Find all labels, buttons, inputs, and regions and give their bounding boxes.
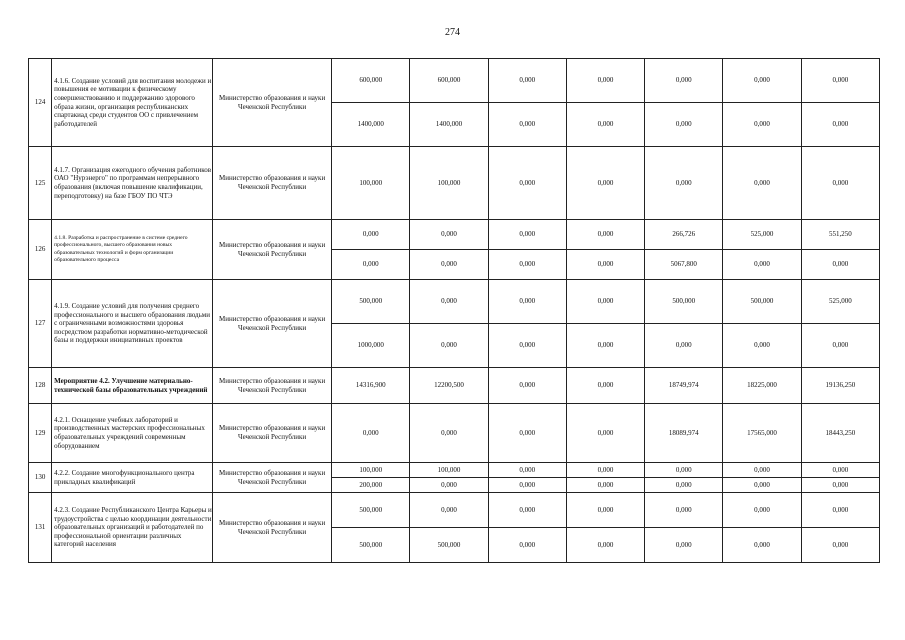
value-cell: 500,000 — [332, 528, 410, 563]
value-cell: 0,000 — [566, 404, 644, 463]
value-cell: 0,000 — [645, 59, 723, 103]
table-row — [29, 220, 880, 250]
value-cell: 500,000 — [723, 280, 801, 324]
value-cell: 0,000 — [488, 147, 566, 220]
value-cell: 0,000 — [645, 463, 723, 478]
row-number: 124 — [29, 59, 52, 147]
value-cell: 0,000 — [723, 528, 801, 563]
value-cell: 500,000 — [332, 493, 410, 528]
activity-name: 4.1.7. Организация ежегодного обучения работников ОАО "Нурэнерго" по программам непрерывного образования (включая повышение квалификации, переподготовку) на базе ГБОУ ПО ЧТЭ — [52, 147, 213, 220]
value-cell: 19136,250 — [801, 368, 879, 404]
value-cell: 18089,974 — [645, 404, 723, 463]
value-cell: 0,000 — [566, 103, 644, 147]
value-cell: 0,000 — [566, 463, 644, 478]
executor: Министерство образования и науки Чеченской Республики — [213, 280, 332, 368]
value-cell: 0,000 — [723, 478, 801, 493]
activity-name: 4.1.8. Разработка и распространение в системе среднего профессионального, высшего образования новых образовательных технологий и форм организации образовательного процесса — [52, 220, 213, 280]
value-cell: 0,000 — [410, 250, 488, 280]
value-cell: 0,000 — [801, 59, 879, 103]
value-cell: 0,000 — [566, 250, 644, 280]
value-cell: 0,000 — [410, 220, 488, 250]
value-cell: 0,000 — [332, 404, 410, 463]
table-row — [29, 368, 880, 404]
value-cell: 1000,000 — [332, 324, 410, 368]
value-cell: 0,000 — [410, 493, 488, 528]
value-cell: 500,000 — [410, 528, 488, 563]
value-cell: 0,000 — [332, 220, 410, 250]
value-cell: 100,000 — [410, 147, 488, 220]
value-cell: 0,000 — [488, 250, 566, 280]
value-cell: 100,000 — [410, 463, 488, 478]
value-cell: 0,000 — [332, 250, 410, 280]
value-cell: 1400,000 — [332, 103, 410, 147]
value-cell: 0,000 — [723, 463, 801, 478]
value-cell: 0,000 — [801, 493, 879, 528]
value-cell: 0,000 — [488, 103, 566, 147]
value-cell: 551,250 — [801, 220, 879, 250]
value-cell: 0,000 — [645, 528, 723, 563]
value-cell: 0,000 — [723, 147, 801, 220]
value-cell: 12200,500 — [410, 368, 488, 404]
value-cell: 0,000 — [410, 324, 488, 368]
executor: Министерство образования и науки Чеченской Республики — [213, 59, 332, 147]
page-number: 274 — [445, 27, 460, 38]
value-cell: 0,000 — [566, 324, 644, 368]
value-cell: 0,000 — [645, 493, 723, 528]
table-row — [29, 404, 880, 463]
value-cell: 0,000 — [645, 324, 723, 368]
value-cell: 0,000 — [488, 404, 566, 463]
value-cell: 500,000 — [645, 280, 723, 324]
value-cell: 0,000 — [488, 324, 566, 368]
value-cell: 0,000 — [566, 528, 644, 563]
value-cell: 0,000 — [566, 280, 644, 324]
value-cell: 0,000 — [723, 324, 801, 368]
value-cell: 0,000 — [801, 324, 879, 368]
value-cell: 0,000 — [566, 368, 644, 404]
value-cell: 525,000 — [801, 280, 879, 324]
value-cell: 100,000 — [332, 147, 410, 220]
value-cell: 200,000 — [332, 478, 410, 493]
value-cell: 0,000 — [801, 463, 879, 478]
value-cell: 0,000 — [410, 280, 488, 324]
value-cell: 0,000 — [566, 147, 644, 220]
value-cell: 0,000 — [801, 250, 879, 280]
value-cell: 1400,000 — [410, 103, 488, 147]
row-number: 130 — [29, 463, 52, 493]
value-cell: 0,000 — [723, 59, 801, 103]
value-cell: 0,000 — [488, 280, 566, 324]
row-number: 128 — [29, 368, 52, 404]
program-table — [28, 58, 880, 563]
value-cell: 0,000 — [566, 220, 644, 250]
value-cell: 0,000 — [488, 528, 566, 563]
value-cell: 0,000 — [410, 478, 488, 493]
value-cell: 0,000 — [723, 103, 801, 147]
executor: Министерство образования и науки Чеченской Республики — [213, 463, 332, 493]
value-cell: 0,000 — [488, 220, 566, 250]
value-cell: 266,726 — [645, 220, 723, 250]
value-cell: 0,000 — [645, 478, 723, 493]
value-cell: 18443,250 — [801, 404, 879, 463]
row-number: 126 — [29, 220, 52, 280]
value-cell: 600,000 — [332, 59, 410, 103]
value-cell: 0,000 — [410, 404, 488, 463]
value-cell: 0,000 — [645, 103, 723, 147]
value-cell: 500,000 — [332, 280, 410, 324]
value-cell: 100,000 — [332, 463, 410, 478]
row-number: 129 — [29, 404, 52, 463]
executor: Министерство образования и науки Чеченской Республики — [213, 404, 332, 463]
activity-name: 4.1.9. Создание условий для получения среднего профессионального и высшего образования людьми с ограниченными возможностями здоровья посредством разработки нормативно-методической базы и поддержки инициативных проектов — [52, 280, 213, 368]
row-number: 127 — [29, 280, 52, 368]
value-cell: 0,000 — [566, 478, 644, 493]
value-cell: 0,000 — [723, 250, 801, 280]
table-row — [29, 59, 880, 103]
value-cell: 0,000 — [801, 103, 879, 147]
value-cell: 14316,900 — [332, 368, 410, 404]
value-cell: 525,000 — [723, 220, 801, 250]
row-number: 125 — [29, 147, 52, 220]
activity-name: 4.2.1. Оснащение учебных лабораторий и производственных мастерских профессиональных образовательных учреждений современным оборудованием — [52, 404, 213, 463]
value-cell: 18225,000 — [723, 368, 801, 404]
value-cell: 0,000 — [566, 59, 644, 103]
value-cell: 0,000 — [723, 493, 801, 528]
executor: Министерство образования и науки Чеченской Республики — [213, 220, 332, 280]
value-cell: 0,000 — [801, 478, 879, 493]
table-row — [29, 463, 880, 478]
value-cell: 0,000 — [801, 147, 879, 220]
executor: Министерство образования и науки Чеченской Республики — [213, 147, 332, 220]
activity-name: 4.2.3. Создание Республиканского Центра Карьеры и трудоустройства с целью координации деятельности образовательных организаций и работодателей по профессиональной ориентации различных категорий населения — [52, 493, 213, 563]
value-cell: 17565,000 — [723, 404, 801, 463]
value-cell: 0,000 — [801, 528, 879, 563]
table-row — [29, 147, 880, 220]
value-cell: 0,000 — [645, 147, 723, 220]
value-cell: 5067,800 — [645, 250, 723, 280]
value-cell: 0,000 — [566, 493, 644, 528]
activity-name: Мероприятие 4.2. Улучшение материально-технической базы образовательных учреждений — [52, 368, 213, 404]
table-row — [29, 493, 880, 528]
activity-name: 4.2.2. Создание многофункционального центра прикладных квалификаций — [52, 463, 213, 493]
value-cell: 0,000 — [488, 59, 566, 103]
table-row — [29, 280, 880, 324]
executor: Министерство образования и науки Чеченской Республики — [213, 493, 332, 563]
value-cell: 0,000 — [488, 463, 566, 478]
value-cell: 18749,974 — [645, 368, 723, 404]
value-cell: 600,000 — [410, 59, 488, 103]
activity-name: 4.1.6. Создание условий для воспитания молодежи и повышения ее мотивации к физическому совершенствованию и поддержанию здорового образа жизни, организация республиканских спартакиад среди студентов ОО с привлечением работодателей — [52, 59, 213, 147]
value-cell: 0,000 — [488, 368, 566, 404]
value-cell: 0,000 — [488, 478, 566, 493]
row-number: 131 — [29, 493, 52, 563]
executor: Министерство образования и науки Чеченской Республики — [213, 368, 332, 404]
value-cell: 0,000 — [488, 493, 566, 528]
